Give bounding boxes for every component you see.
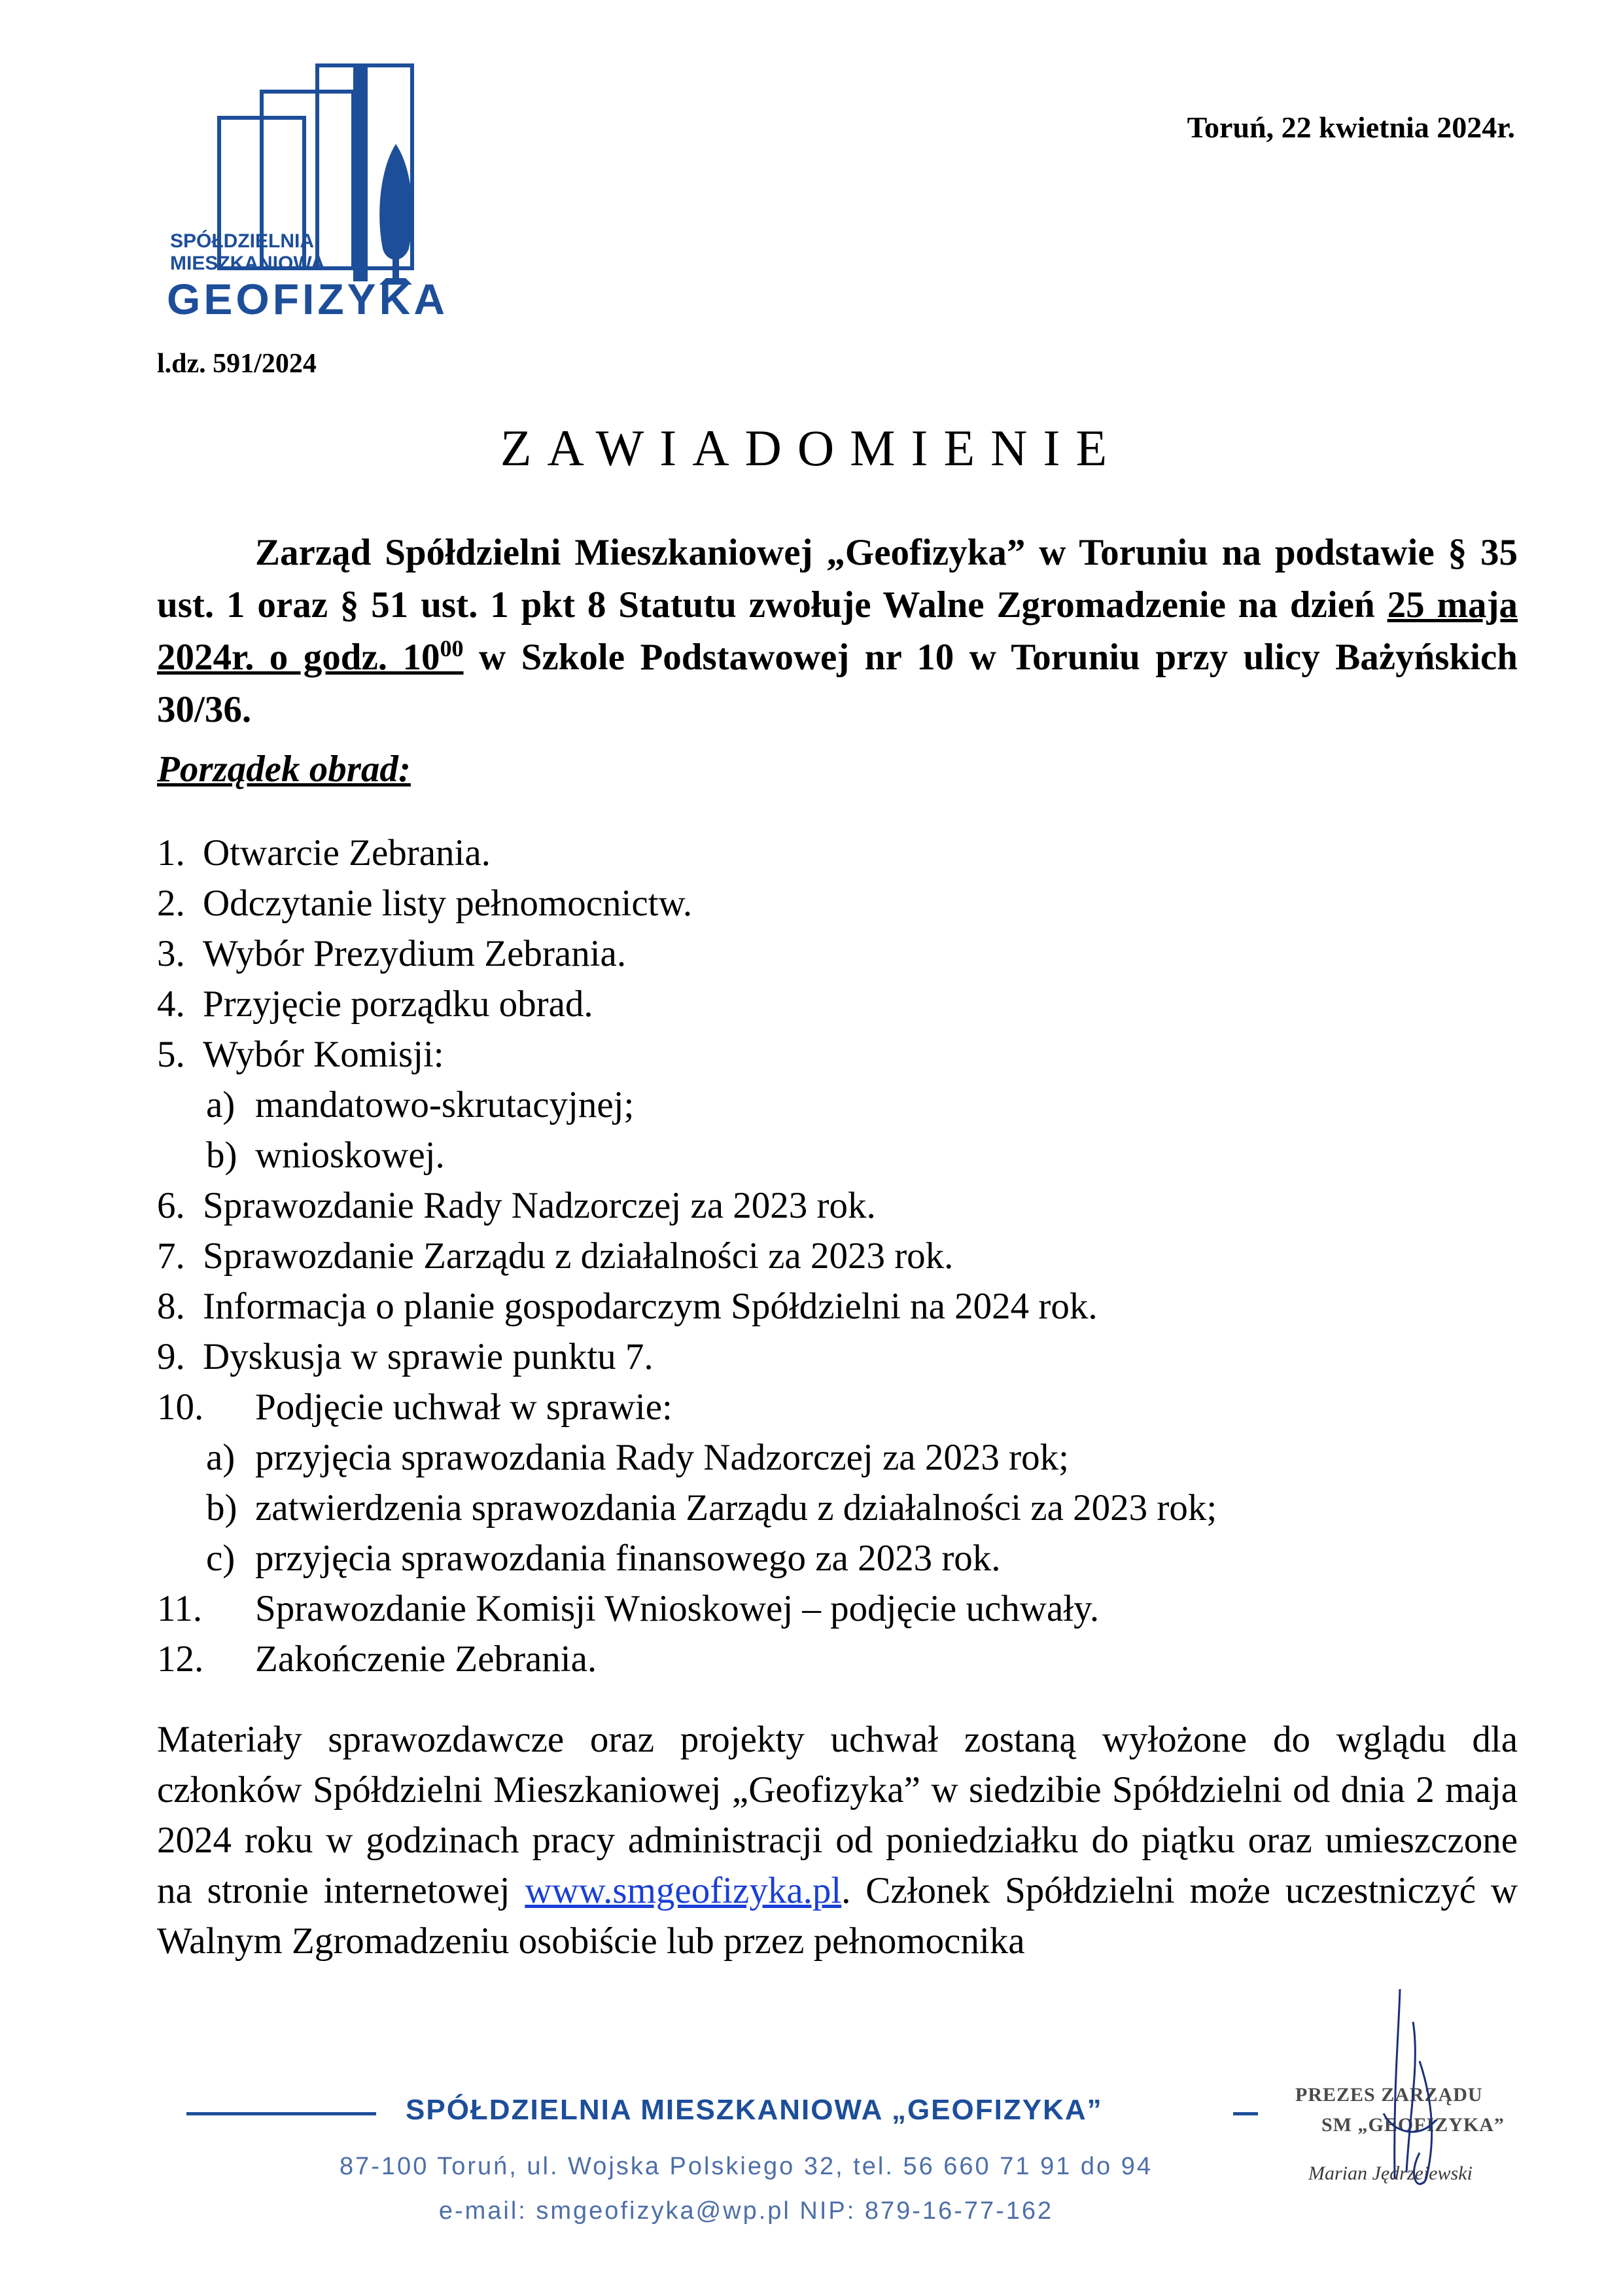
meeting-time-sup: 00 (440, 635, 464, 662)
agenda-list (157, 828, 1217, 1684)
agenda-item-number: 7. (157, 1235, 185, 1277)
website-link[interactable]: www.smgeofizyka.pl (525, 1870, 842, 1911)
agenda-item-number: 12. (157, 1638, 204, 1680)
agenda-item-text: Otwarcie Zebrania. (203, 832, 491, 874)
agenda-item (157, 1180, 1217, 1231)
intro-paragraph (157, 527, 1518, 736)
document-title: ZAWIADOMIENIE (500, 419, 1123, 476)
agenda-item (157, 979, 1217, 1029)
agenda-item-text: Sprawozdanie Komisji Wnioskowej – podjęcie uchwały. (255, 1588, 1100, 1629)
agenda-item-text: Podjęcie uchwał w sprawie: (255, 1386, 672, 1428)
closing-paragraph (157, 1714, 1518, 1966)
closing-part2: . Członek Spółdzielni może uczestniczyć w Walnym Zgromadzeniu osobiście lub przez pełnomocnika (157, 1870, 1518, 1962)
agenda-item-number: 2. (157, 883, 185, 924)
footer-rule-right (1233, 2112, 1258, 2115)
agenda-item-text: Wybór Prezydium Zebrania. (203, 933, 627, 974)
intro-part2: w Szkole Podstawowej nr 10 w Toruniu przy ulicy Bażyńskich 30/36. (157, 637, 1518, 730)
agenda-item (157, 1382, 1217, 1432)
agenda-item-text: mandatowo-skrutacyjnej; (255, 1084, 635, 1125)
agenda-item-number: 6. (157, 1185, 185, 1226)
agenda-item (157, 878, 1217, 928)
agenda-item (157, 1332, 1217, 1382)
intro-part1: Zarząd Spółdzielni Mieszkaniowej „Geofizyka” w Toruniu na podstawie § 35 ust. 1 oraz § 51 ust. 1 pkt 8 Statutu zwołuje Walne Zgromadzenie na dzień (157, 532, 1518, 626)
agenda-item-text: wnioskowej. (255, 1135, 445, 1176)
stamp-line1: PREZES ZARZĄDU (1295, 2084, 1483, 2106)
agenda-item (157, 828, 1217, 878)
reference-number: l.dz. 591/2024 (157, 349, 317, 379)
agenda-item (157, 1029, 1217, 1080)
agenda-item-text: Zakończenie Zebrania. (255, 1638, 597, 1680)
logo-line1: SPÓŁDZIELNIA (170, 230, 315, 252)
agenda-subitem-letter: a) (206, 1437, 236, 1478)
logo-line3: GEOFIZYKA (167, 275, 449, 323)
agenda-item-number: 9. (157, 1336, 185, 1377)
closing-part1: Materiały sprawozdawcze oraz projekty uchwał zostaną wyłożone do wglądu dla członków Spółdzielni Mieszkaniowej „Geofizyka” w siedzibie Spółdzielni od dnia 2 maja 2024 roku w godzinach pracy administracji od poniedziałku do piątku oraz umieszczone na stronie internetowej (157, 1719, 1518, 1911)
agenda-subitem (157, 1080, 1217, 1130)
agenda-item-text: Dyskusja w sprawie punktu 7. (203, 1336, 654, 1377)
agenda-subitem-letter: c) (206, 1538, 236, 1579)
footer-company-name: SPÓŁDZIELNIA MIESZKANIOWA „GEOFIZYKA” (406, 2094, 1103, 2126)
agenda-subitem-letter: a) (206, 1084, 236, 1125)
agenda-item-number: 8. (157, 1286, 185, 1327)
agenda-subitem (157, 1483, 1217, 1533)
agenda-item (157, 1583, 1217, 1634)
agenda-subitem (157, 1432, 1217, 1483)
agenda-item-number: 10. (157, 1386, 204, 1428)
agenda-item-text: Informacja o planie gospodarczym Spółdzielni na 2024 rok. (203, 1286, 1098, 1327)
agenda-subitem (157, 1130, 1217, 1180)
agenda-item-text: przyjęcia sprawozdania Rady Nadzorczej za 2023 rok; (255, 1437, 1069, 1478)
agenda-item-text: zatwierdzenia sprawozdania Zarządu z działalności za 2023 rok; (255, 1487, 1217, 1528)
agenda-item-number: 3. (157, 933, 185, 974)
footer-rule-left (186, 2112, 376, 2115)
agenda-item-text: Sprawozdanie Rady Nadzorczej za 2023 rok. (203, 1185, 876, 1226)
footer-address: 87-100 Toruń, ul. Wojska Polskiego 32, tel. 56 660 71 91 do 94 (340, 2153, 1153, 2180)
agenda-item (157, 1231, 1217, 1281)
agenda-heading: Porządek obrad: (157, 749, 411, 790)
agenda-item-number: 1. (157, 832, 185, 874)
stamp-line3: Marian Jędrzejewski (1308, 2163, 1473, 2184)
stamp-line2: SM „GEOFIZYKA” (1321, 2114, 1505, 2136)
agenda-item-number: 5. (157, 1034, 185, 1075)
agenda-item-text: Odczytanie listy pełnomocnictw. (203, 883, 693, 924)
agenda-item-text: przyjęcia sprawozdania finansowego za 2023 rok. (255, 1538, 1001, 1579)
agenda-subitem (157, 1533, 1217, 1583)
agenda-item (157, 928, 1217, 979)
agenda-subitem-letter: b) (206, 1487, 237, 1528)
agenda-item-text: Przyjęcie porządku obrad. (203, 983, 593, 1025)
agenda-item-text: Wybór Komisji: (203, 1034, 444, 1075)
agenda-item (157, 1634, 1217, 1684)
logo-line2: MIESZKANIOWA (170, 253, 325, 274)
agenda-item-number: 11. (157, 1588, 203, 1629)
footer-email-nip: e-mail: smgeofizyka@wp.pl NIP: 879-16-77-162 (438, 2197, 1054, 2225)
agenda-item-text: Sprawozdanie Zarządu z działalności za 2023 rok. (203, 1235, 954, 1277)
document-date: Toruń, 22 kwietnia 2024r. (1187, 111, 1515, 144)
agenda-subitem-letter: b) (206, 1135, 237, 1176)
geofizyka-logo (157, 52, 523, 327)
agenda-item (157, 1281, 1217, 1332)
meeting-date: 25 maja 2024r. o godz. $10^{00}$ (157, 584, 1518, 678)
agenda-item-number: 4. (157, 983, 185, 1025)
